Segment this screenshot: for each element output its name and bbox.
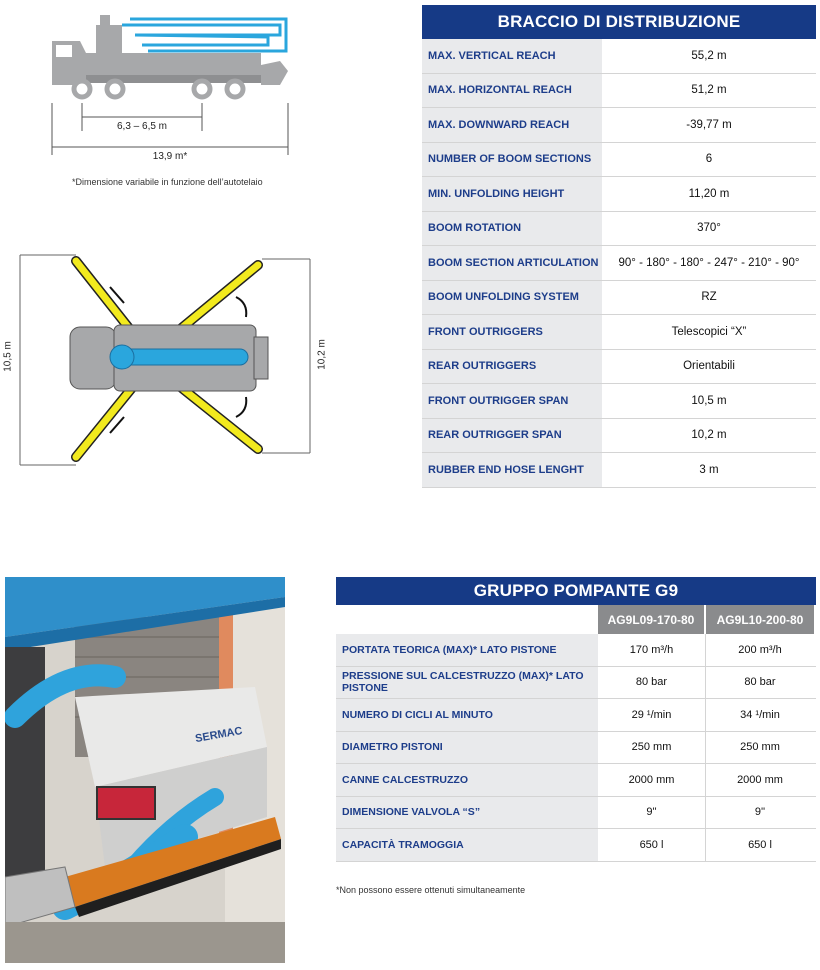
pump-table-row — [336, 797, 816, 830]
boom-table-row — [422, 350, 816, 385]
boom-row-label: BOOM ROTATION — [422, 212, 602, 246]
boom-row-value: Orientabili — [602, 350, 816, 384]
boom-row-label: REAR OUTRIGGERS — [422, 350, 602, 384]
truck-dimension-note: *Dimensione variabile in funzione dell’autotelaio — [72, 177, 263, 187]
pump-table — [336, 577, 816, 862]
boom-row-value: 6 — [602, 143, 816, 177]
boom-table-row — [422, 246, 816, 281]
pump-header-spacer — [336, 605, 598, 634]
pump-row-value: 34 ¹/min — [706, 699, 814, 731]
pump-row-value: 80 bar — [706, 667, 814, 699]
pump-table-row — [336, 634, 816, 667]
truck-photo — [5, 577, 285, 963]
pump-table-note: *Non possono essere ottenuti simultaneamente — [336, 885, 526, 895]
wheelbase-dimension: 6,3 – 6,5 m — [116, 121, 168, 132]
boom-row-label: FRONT OUTRIGGERS — [422, 315, 602, 349]
pump-row-label: DIMENSIONE VALVOLA “S” — [336, 797, 598, 829]
truck-side-figure — [30, 5, 330, 200]
pump-table-row — [336, 764, 816, 797]
boom-row-value: 90° - 180° - 180° - 247° - 210° - 90° — [602, 246, 816, 280]
boom-row-value: 3 m — [602, 453, 816, 487]
boom-table-row — [422, 315, 816, 350]
boom-row-value: 11,20 m — [602, 177, 816, 211]
boom-table-row — [422, 212, 816, 247]
pump-row-value: 9'' — [598, 797, 706, 829]
truck-side-drawing — [30, 5, 330, 195]
pump-row-value: 2000 mm — [706, 764, 814, 796]
pump-column-header: AG9L10-200-80 — [706, 605, 814, 634]
boom-row-label: RUBBER END HOSE LENGHT — [422, 453, 602, 487]
outrigger-top-figure — [0, 245, 340, 475]
truck-photo-drawing — [5, 577, 285, 963]
pump-row-label: PRESSIONE SUL CALCESTRUZZO (MAX)* LATO PISTONE — [336, 667, 598, 699]
boom-row-label: MAX. VERTICAL REACH — [422, 39, 602, 73]
boom-row-value: 55,2 m — [602, 39, 816, 73]
pump-row-value: 200 m³/h — [706, 634, 814, 666]
boom-table-row — [422, 281, 816, 316]
pump-row-value: 650 l — [598, 829, 706, 861]
boom-row-label: FRONT OUTRIGGER SPAN — [422, 384, 602, 418]
boom-table — [422, 5, 816, 488]
pump-table-header-row — [336, 605, 816, 634]
boom-row-label: BOOM SECTION ARTICULATION — [422, 246, 602, 280]
pump-table-title: GRUPPO POMPANTE G9 — [336, 577, 816, 605]
pump-row-value: 250 mm — [598, 732, 706, 764]
boom-row-value: 10,2 m — [602, 419, 816, 453]
rear-span-dimension: 10,2 m — [316, 339, 328, 370]
pump-row-label: DIAMETRO PISTONI — [336, 732, 598, 764]
front-span-dimension: 10,5 m — [2, 341, 14, 372]
pump-row-label: PORTATA TEORICA (MAX)* LATO PISTONE — [336, 634, 598, 666]
pump-row-label: CAPACITÀ TRAMOGGIA — [336, 829, 598, 861]
boom-table-row — [422, 384, 816, 419]
pump-table-row — [336, 829, 816, 862]
boom-table-row — [422, 177, 816, 212]
boom-row-label: NUMBER OF BOOM SECTIONS — [422, 143, 602, 177]
pump-row-label: CANNE CALCESTRUZZO — [336, 764, 598, 796]
boom-row-label: REAR OUTRIGGER SPAN — [422, 419, 602, 453]
boom-row-value: Telescopici “X” — [602, 315, 816, 349]
outrigger-top-drawing — [0, 245, 340, 475]
pump-row-value: 2000 mm — [598, 764, 706, 796]
boom-table-row — [422, 143, 816, 178]
pump-row-label: NUMERO DI CICLI AL MINUTO — [336, 699, 598, 731]
boom-table-row — [422, 453, 816, 488]
boom-row-label: BOOM UNFOLDING SYSTEM — [422, 281, 602, 315]
boom-table-row — [422, 39, 816, 74]
boom-row-value: 51,2 m — [602, 74, 816, 108]
boom-row-label: MAX. DOWNWARD REACH — [422, 108, 602, 142]
boom-table-title: BRACCIO DI DISTRIBUZIONE — [422, 5, 816, 39]
pump-row-value: 29 ¹/min — [598, 699, 706, 731]
boom-row-label: MIN. UNFOLDING HEIGHT — [422, 177, 602, 211]
pump-table-row — [336, 732, 816, 765]
boom-table-body — [422, 39, 816, 488]
pump-table-row — [336, 667, 816, 700]
boom-row-value: -39,77 m — [602, 108, 816, 142]
boom-row-value: 10,5 m — [602, 384, 816, 418]
boom-table-row — [422, 108, 816, 143]
pump-table-body — [336, 634, 816, 862]
pump-row-value: 650 l — [706, 829, 814, 861]
total-length-dimension: 13,9 m* — [152, 151, 188, 162]
pump-row-value: 80 bar — [598, 667, 706, 699]
boom-row-value: RZ — [602, 281, 816, 315]
pump-row-value: 250 mm — [706, 732, 814, 764]
boom-table-row — [422, 419, 816, 454]
boom-table-row — [422, 74, 816, 109]
pump-table-row — [336, 699, 816, 732]
pump-row-value: 9'' — [706, 797, 814, 829]
pump-column-header: AG9L09-170-80 — [598, 605, 706, 634]
boom-row-value: 370° — [602, 212, 816, 246]
boom-row-label: MAX. HORIZONTAL REACH — [422, 74, 602, 108]
pump-row-value: 170 m³/h — [598, 634, 706, 666]
photo-brand-label: SERMAC — [194, 724, 244, 746]
